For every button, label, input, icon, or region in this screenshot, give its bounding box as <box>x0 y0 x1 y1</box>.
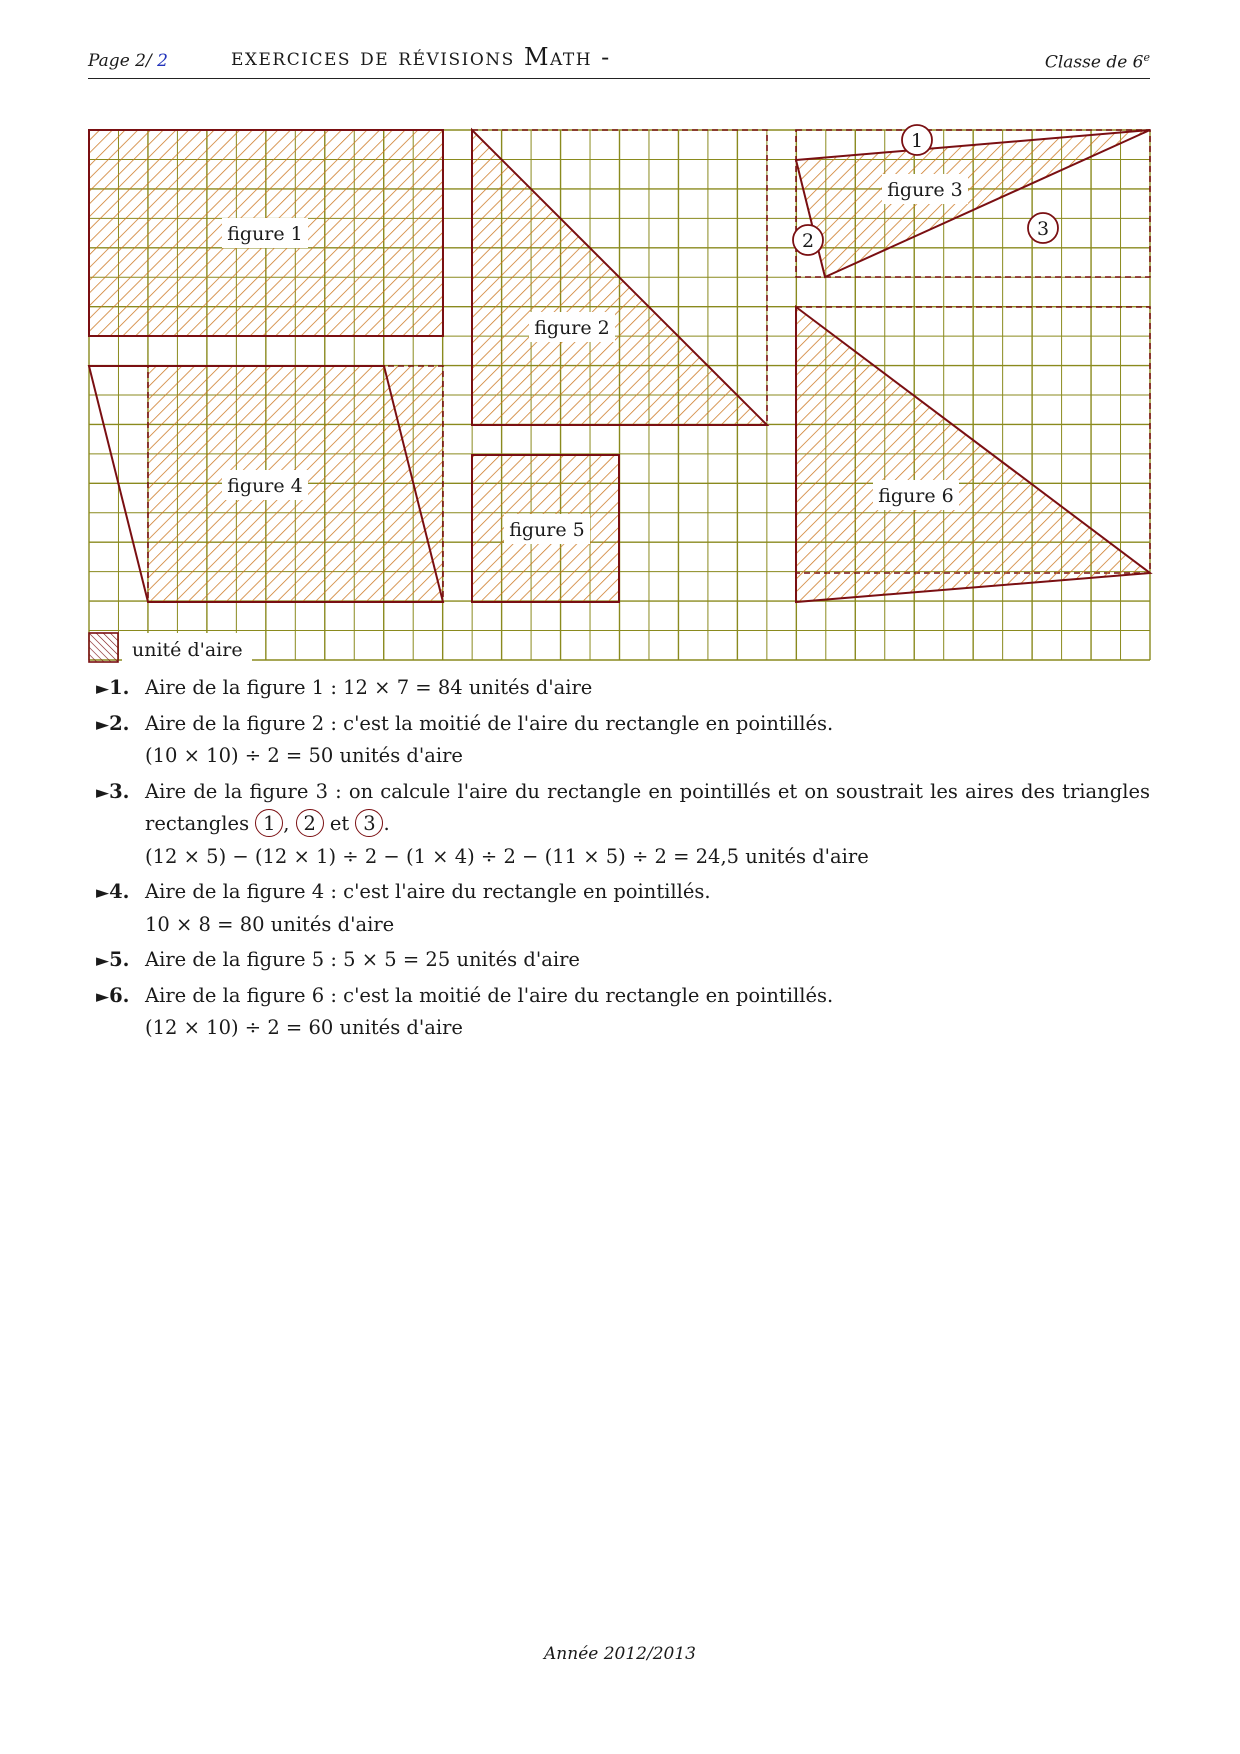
svg-text:figure 5: figure 5 <box>509 519 585 541</box>
label-figure-1 <box>222 218 308 248</box>
page-total-link[interactable]: 2 <box>157 51 168 71</box>
label-figure-4 <box>222 470 308 500</box>
svg-text:figure 6: figure 6 <box>878 485 954 507</box>
marker-ref-3: 3 <box>355 809 383 837</box>
marker-3 <box>1028 213 1058 243</box>
answer-item: ►1. Aire de la figure 1 : 12 × 7 = 84 unités d'aire <box>96 676 593 699</box>
label-figure-6 <box>873 480 959 510</box>
label-figure-3 <box>882 174 968 204</box>
unit-area-legend <box>89 633 252 663</box>
document-title: exercices de révisions Math - <box>231 43 611 71</box>
answer-item: ►3. Aire de la figure 3 : on calcule l'aire du rectangle en pointillés et on soustrait les aires des triangles rectangles 1 , 2 et 3 . (12 × 5) − (12 × 1) ÷ 2 − (1 × 4) ÷ 2 − (11 × 5) ÷ 2 = 24,5 unités d'aire <box>96 779 1150 868</box>
label-figure-2 <box>529 312 615 342</box>
svg-text:figure 1: figure 1 <box>227 223 303 245</box>
answer-item: ►2. Aire de la figure 2 : c'est la moitié de l'aire du rectangle en pointillés. (10 × 10) ÷ 2 = 50 unités d'aire <box>96 711 834 767</box>
marker-2 <box>793 225 823 255</box>
svg-text:figure 3: figure 3 <box>887 179 963 201</box>
answers-list <box>96 672 1150 1048</box>
answer-item: ►4. Aire de la figure 4 : c'est l'aire du rectangle en pointillés. 10 × 8 = 80 unités d'aire <box>96 880 711 936</box>
marker-ref-1: 1 <box>255 809 283 837</box>
label-figure-5 <box>504 514 590 544</box>
area-figures-diagram <box>0 0 1240 680</box>
svg-text:figure 4: figure 4 <box>227 475 303 497</box>
svg-text:3: 3 <box>1036 218 1050 240</box>
svg-text:figure 2: figure 2 <box>534 317 610 339</box>
class-level: Classe de 6e <box>1044 51 1150 73</box>
marker-1 <box>902 125 932 155</box>
svg-text:2: 2 <box>801 230 815 252</box>
svg-text:1: 1 <box>910 130 924 152</box>
svg-text:unité d'aire: unité d'aire <box>132 639 243 661</box>
marker-ref-2: 2 <box>296 809 324 837</box>
page-number: Page 2/ 2 <box>88 51 168 71</box>
page-footer: Année 2012/2013 <box>544 1644 696 1664</box>
answer-item: ►5. Aire de la figure 5 : 5 × 5 = 25 unités d'aire <box>96 948 580 971</box>
answer-item: ►6. Aire de la figure 6 : c'est la moitié de l'aire du rectangle en pointillés. (12 × 10) ÷ 2 = 60 unités d'aire <box>96 983 834 1039</box>
